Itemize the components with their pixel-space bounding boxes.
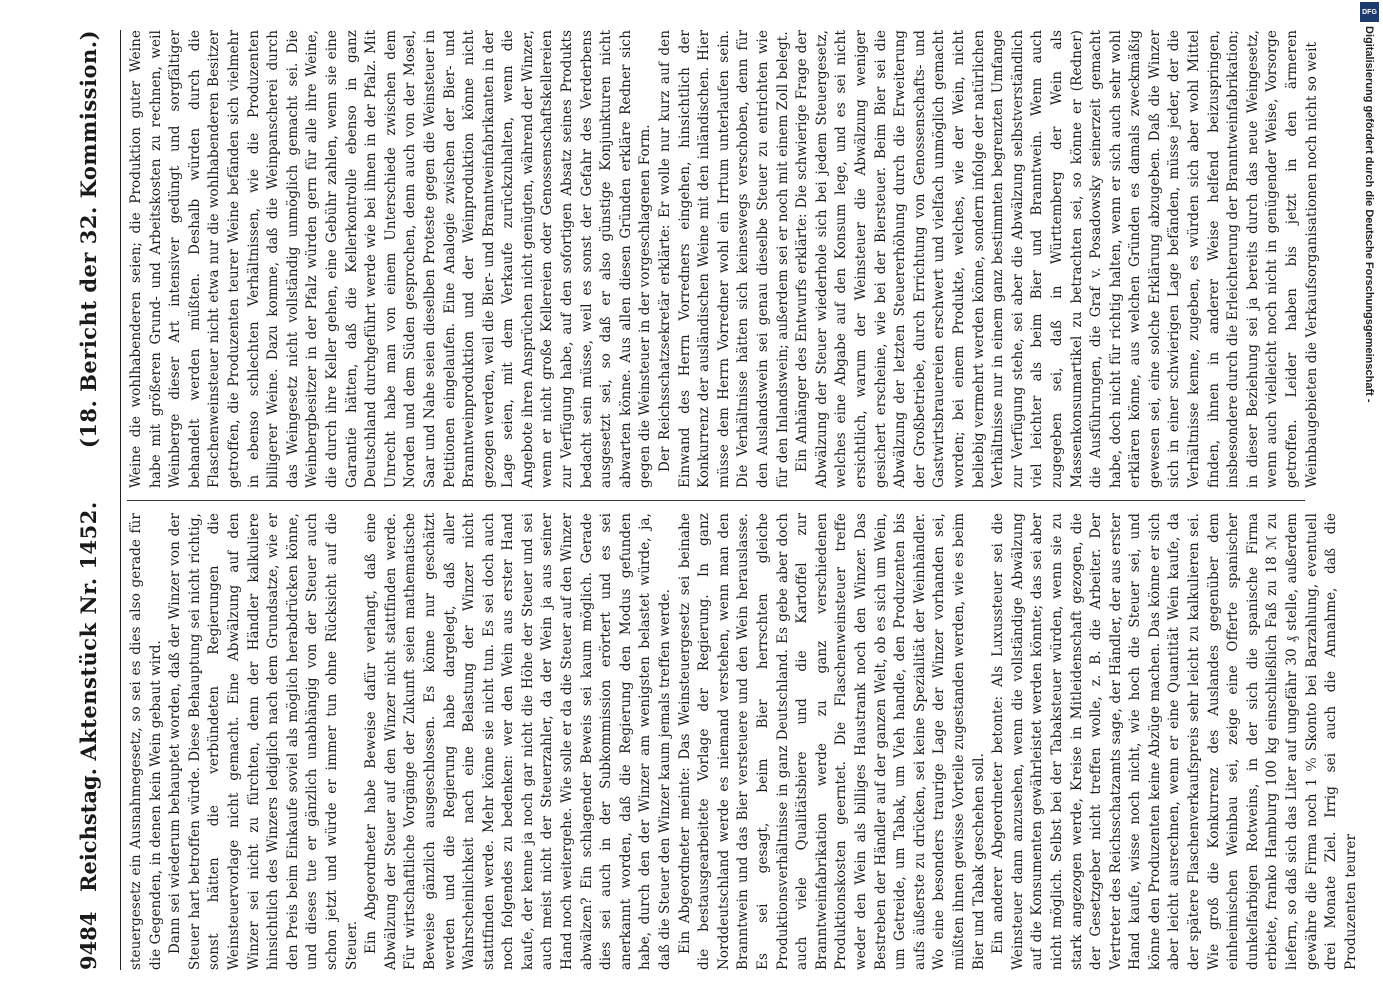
publication-title: Reichstag. (76, 768, 101, 892)
report-title: (18. Bericht der 32. Kommission.) (76, 30, 101, 449)
left-column (127, 500, 1359, 970)
paragraph: steuergesetz ein Ausnahmegesetz, so sei es dies also gerade für die Gegenden, in denen kein Wein gebaut wird. (128, 513, 164, 970)
document-page (76, 20, 1359, 980)
text-columns (127, 30, 1359, 970)
paragraph: Ein anderer Abgeordneter betonte: Als Luxussteuer sei die Weinsteuer dann anzusehen, wenn die vollständige Abwälzung auf die Konsumenten gewährleistet werden könnte; das sei aber nicht möglich. Selbst bei der Tabaksteuer würden, wenn sie zu stark angezogen werde, Kreise in Mitleidenschaft gezogen, die der Gesetzgeber nicht treffen wolle, z. B. die Arbeiter. Der Vertreter des Reichsschatzamts sage, der Händler, der aus erster Hand kaufe, wisse noch nicht, wie hoch die Steuer sei, und könne den Produzenten keine Abzüge machen. Das könne er sich aber leicht ausrechnen, wenn er eine Quantität Wein kaufe, da der spätere Flaschenverkaufspreis sehr leicht zu kalkulieren sei. Wie groß die Konkurrenz des Auslandes gegenüber dem einheimischen Weinbau sei, zeige eine Offerte spanischer dunkelfarbigen Rotweins, in der sich die spanische Firma erbiete, franko Hamburg 100 kg einschließlich Faß zu 18 ℳ zu liefern, so daß sich das Liter auf ungefähr 30 ₰ stelle, außerdem gewähre die Firma noch 1 ⁰⁄₀ Skonto bei Barzahlung, eventuell drei Monate Ziel. Irrig sei auch die Annahme, daß die Produzenten teurer (990, 513, 1359, 970)
dfg-logo: DFG (1360, 2, 1379, 22)
paragraph: Ein Abgeordneter habe Beweise dafür verlangt, daß eine Abwälzung der Steuer auf den Winzer nicht stattfinden werde. Für wirtschaftliche Vorgänge der Zukunft seien mathematische Beweise gänzlich ausgeschlossen. Es könne nur geschätzt werden und die Regierung habe dargelegt, daß aller Wahrscheinlichkeit nach eine Belastung der Winzer nicht stattfinden werde. Mehr könne sie nicht tun. Es sei doch auch noch folgendes zu bedenken: wer den Wein aus erster Hand kaufe, der kenne ja noch gar nicht die Höhe der Steuer und sei auch meist nicht der Steuerzahler, da der Wein ja aus seiner Hand noch weitergehe. Wie solle er da die Steuer auf den Winzer abwälzen? Ein schlagender Beweis sei kaum möglich. Gerade dies sei auch in der Subkommission erörtert und es sei anerkannt worden, daß die Regierung den Modus gefunden habe, durch den der Winzer am wenigsten belastet würde, ja, daß die Steuer den Winzer kaum jemals treffen werde. (363, 513, 674, 970)
page-number: 9484 (76, 911, 101, 970)
digitization-credit: Digitalisierung gefördert durch die Deutsche Forschungsgemeinschaft - (1363, 26, 1375, 403)
right-column (127, 30, 1320, 500)
credit-wrapper (1359, 26, 1381, 726)
page-header (76, 30, 121, 970)
paragraph: Ein Anhänger des Entwurfs erklärte: Die schwierige Frage der Abwälzung der Steuer wiederhole sich bei jedem Steuergesetz, welches eine Abgabe auf den Konsum lege, und es sei nicht ersichtlich, warum der Weinsteuer die Abwälzung weniger gesichert erscheine, wie bei der Biersteuer. Beim Bier sei die Abwälzung der letzten Steuererhöhung durch die Erweiterung der Großbetriebe, durch Errichtung von Genossenschafts- und Gastwirtsbrauereien erschwert und vielfach unmöglich gemacht worden; bei einem Produkte, welches, wie der Wein, nicht beliebig vermehrt werden könne, sondern infolge der natürlichen Verhältnisse nur in einem ganz bestimmten begrenzten Umfange zur Verfügung stehe, sei aber die Abwälzung selbstverständlich viel leichter als beim Bier und Branntwein. Wenn auch zugegeben sei, daß in Württemberg der Wein als Massenkonsumartikel zu betrachten sei, so könne er (Redner) die Ausführungen, die Graf v. Posadowsky seinerzeit gemacht habe, doch nicht für richtig halten, wenn er sich auch sehr wohl erklären könne, aus welchen Gründen es damals zweckmäßig gewesen sei, eine solche Erklärung abzugeben. Daß die Winzer sich in einer schwierigen Lage befänden, müsse jeder, der die Verhältnisse kenne, zugeben, es würden sich aber wohl Mittel finden, ihnen in anderer Weise helfend beizuspringen, insbesondere durch die Erleichterung der Branntweinfabrikation; in dieser Beziehung sei ja bereits durch das neue Weingesetz, wenn auch vielleicht noch nicht in genügender Weise, Vorsorge getroffen. Leider haben bis jetzt in den ärmeren Weinbaugebieten die Verkaufsorganisationen noch nicht so weit (794, 30, 1320, 488)
digitization-sidebar (1359, 0, 1381, 1000)
paragraph: Dann sei wiederum behauptet worden, daß der Winzer von der Steuer hart betroffen würde. Diese Behauptung sei nicht richtig, sonst hätten die verbündeten Regierungen die Weinsteuervorlage nicht gemacht. Eine Abwälzung auf den Winzer sei nicht zu fürchten, denn der Händler kalkuliere hinsichtlich des Winzers lediglich nach dem Grundsatze, wie er den Preis beim Einkaufe soviel als möglich herabdrücken könne, und dieses tue er gänzlich unabhängig von der Steuer auch schon jetzt und würde er immer tun ohne Rücksicht auf die Steuer. (167, 513, 360, 970)
paragraph: Ein Abgeordneter meinte: Das Weinsteuergesetz sei beinahe die bestausgearbeitete Vorlage der Regierung. In ganz Norddeutschland werde es niemand verstehen, wenn man den Branntwein und das Bier versteuere und den Wein herauslasse. Es sei gesagt, beim Bier herrschten gleiche Produktionsverhältnisse in ganz Deutschland. Es gebe aber doch auch viele Qualitätsbiere und die Kartoffel zur Branntweinfabrikation werde zu ganz verschiedenen Produktionskosten geerntet. Die Flaschenweinsteuer treffe weder den Wein als billiges Haustrank noch den Winzer. Das Bestreben der Händler auf der ganzen Welt, ob es sich um Wein, um Getreide, um Tabak, um Vieh handle, den Produzenten bis aufs äußerste zu drücken, sei keine Spezialität der Weinhändler. Wo eine besonders traurige Lage der Winzer vorhanden sei, müßten ihnen gewisse Vorteile zugestanden werden, wie es beim Bier und Tabak geschehen soll. (676, 513, 987, 970)
document-number: Aktenstück Nr. 1452. (76, 501, 101, 761)
paragraph: Weine die wohlhabenderen seien; die Produktion guter Weine habe mit größeren Grund- und Arbeitskosten zu rechnen, weil Weinberge dieser Art intensiver gedüngt und sorgfältiger behandelt werden müßten. Deshalb würden durch die Flaschenweinsteuer nicht etwa nur die wohlhabenderen Besitzer getroffen, die Produzenten teurer Weine befänden sich vielmehr in ebenso schlechten Verhältnissen, wie die Produzenten billigerer Weine. Dazu komme, daß die Weinpanscherei durch das Weingesetz nicht vollständig unmöglich gemacht sei. Die Weinbergbesitzer in der Pfalz würden gern für alle ihre Weine, die durch ihre Keller gehen, eine Gebühr zahlen, wenn sie eine Garantie hätten, daß die Kellerkontrolle ebenso in ganz Deutschland durchgeführt werde wie bei ihnen in der Pfalz. Mit Unrecht habe man von einem Unterschiede zwischen dem Norden und dem Süden gesprochen, denn auch von der Mosel, Saar und Nahe seien dieselben Proteste gegen die Weinsteuer in Petitionen eingelaufen. Eine Analogie zwischen der Bier- und Branntweinproduktion und der Weinproduktion könne nicht gezogen werden, weil die Bier- und Branntweinfabrikanten in der Lage seien, mit dem Verkaufe zurückzuhalten, wenn die Angebote ihren Ansprüchen nicht genügten, während der Winzer, wenn er nicht große Kellereien oder Genossenschaftskellereien zur Verfügung habe, auf den sofortigen Absatz seines Produkts bedacht sein müsse, weil es sonst der Gefahr des Verderbens ausgesetzt sei, so daß er also günstige Konjunkturen nicht abwarten könne. Aus allen diesen Gründen erkläre Redner sich gegen die Weinsteuer in der vorgeschlagenen Form. (128, 30, 654, 488)
paragraph: Der Reichsschatzsekretär erklärte: Er wolle nur kurz auf den Einwand des Herrn Vorredners eingehen, hinsichtlich der Konkurrenz der ausländischen Weine mit den inländischen. Hier müsse dem Herrn Vorredner wohl ein Irrtum unterlaufen sein. Die Verhältnisse hätten sich keineswegs verschoben, denn für den Auslandswein sei genau dieselbe Steuer zu entrichten wie für den Inlandswein; außerdem sei er noch mit einem Zoll belegt. (657, 30, 791, 488)
